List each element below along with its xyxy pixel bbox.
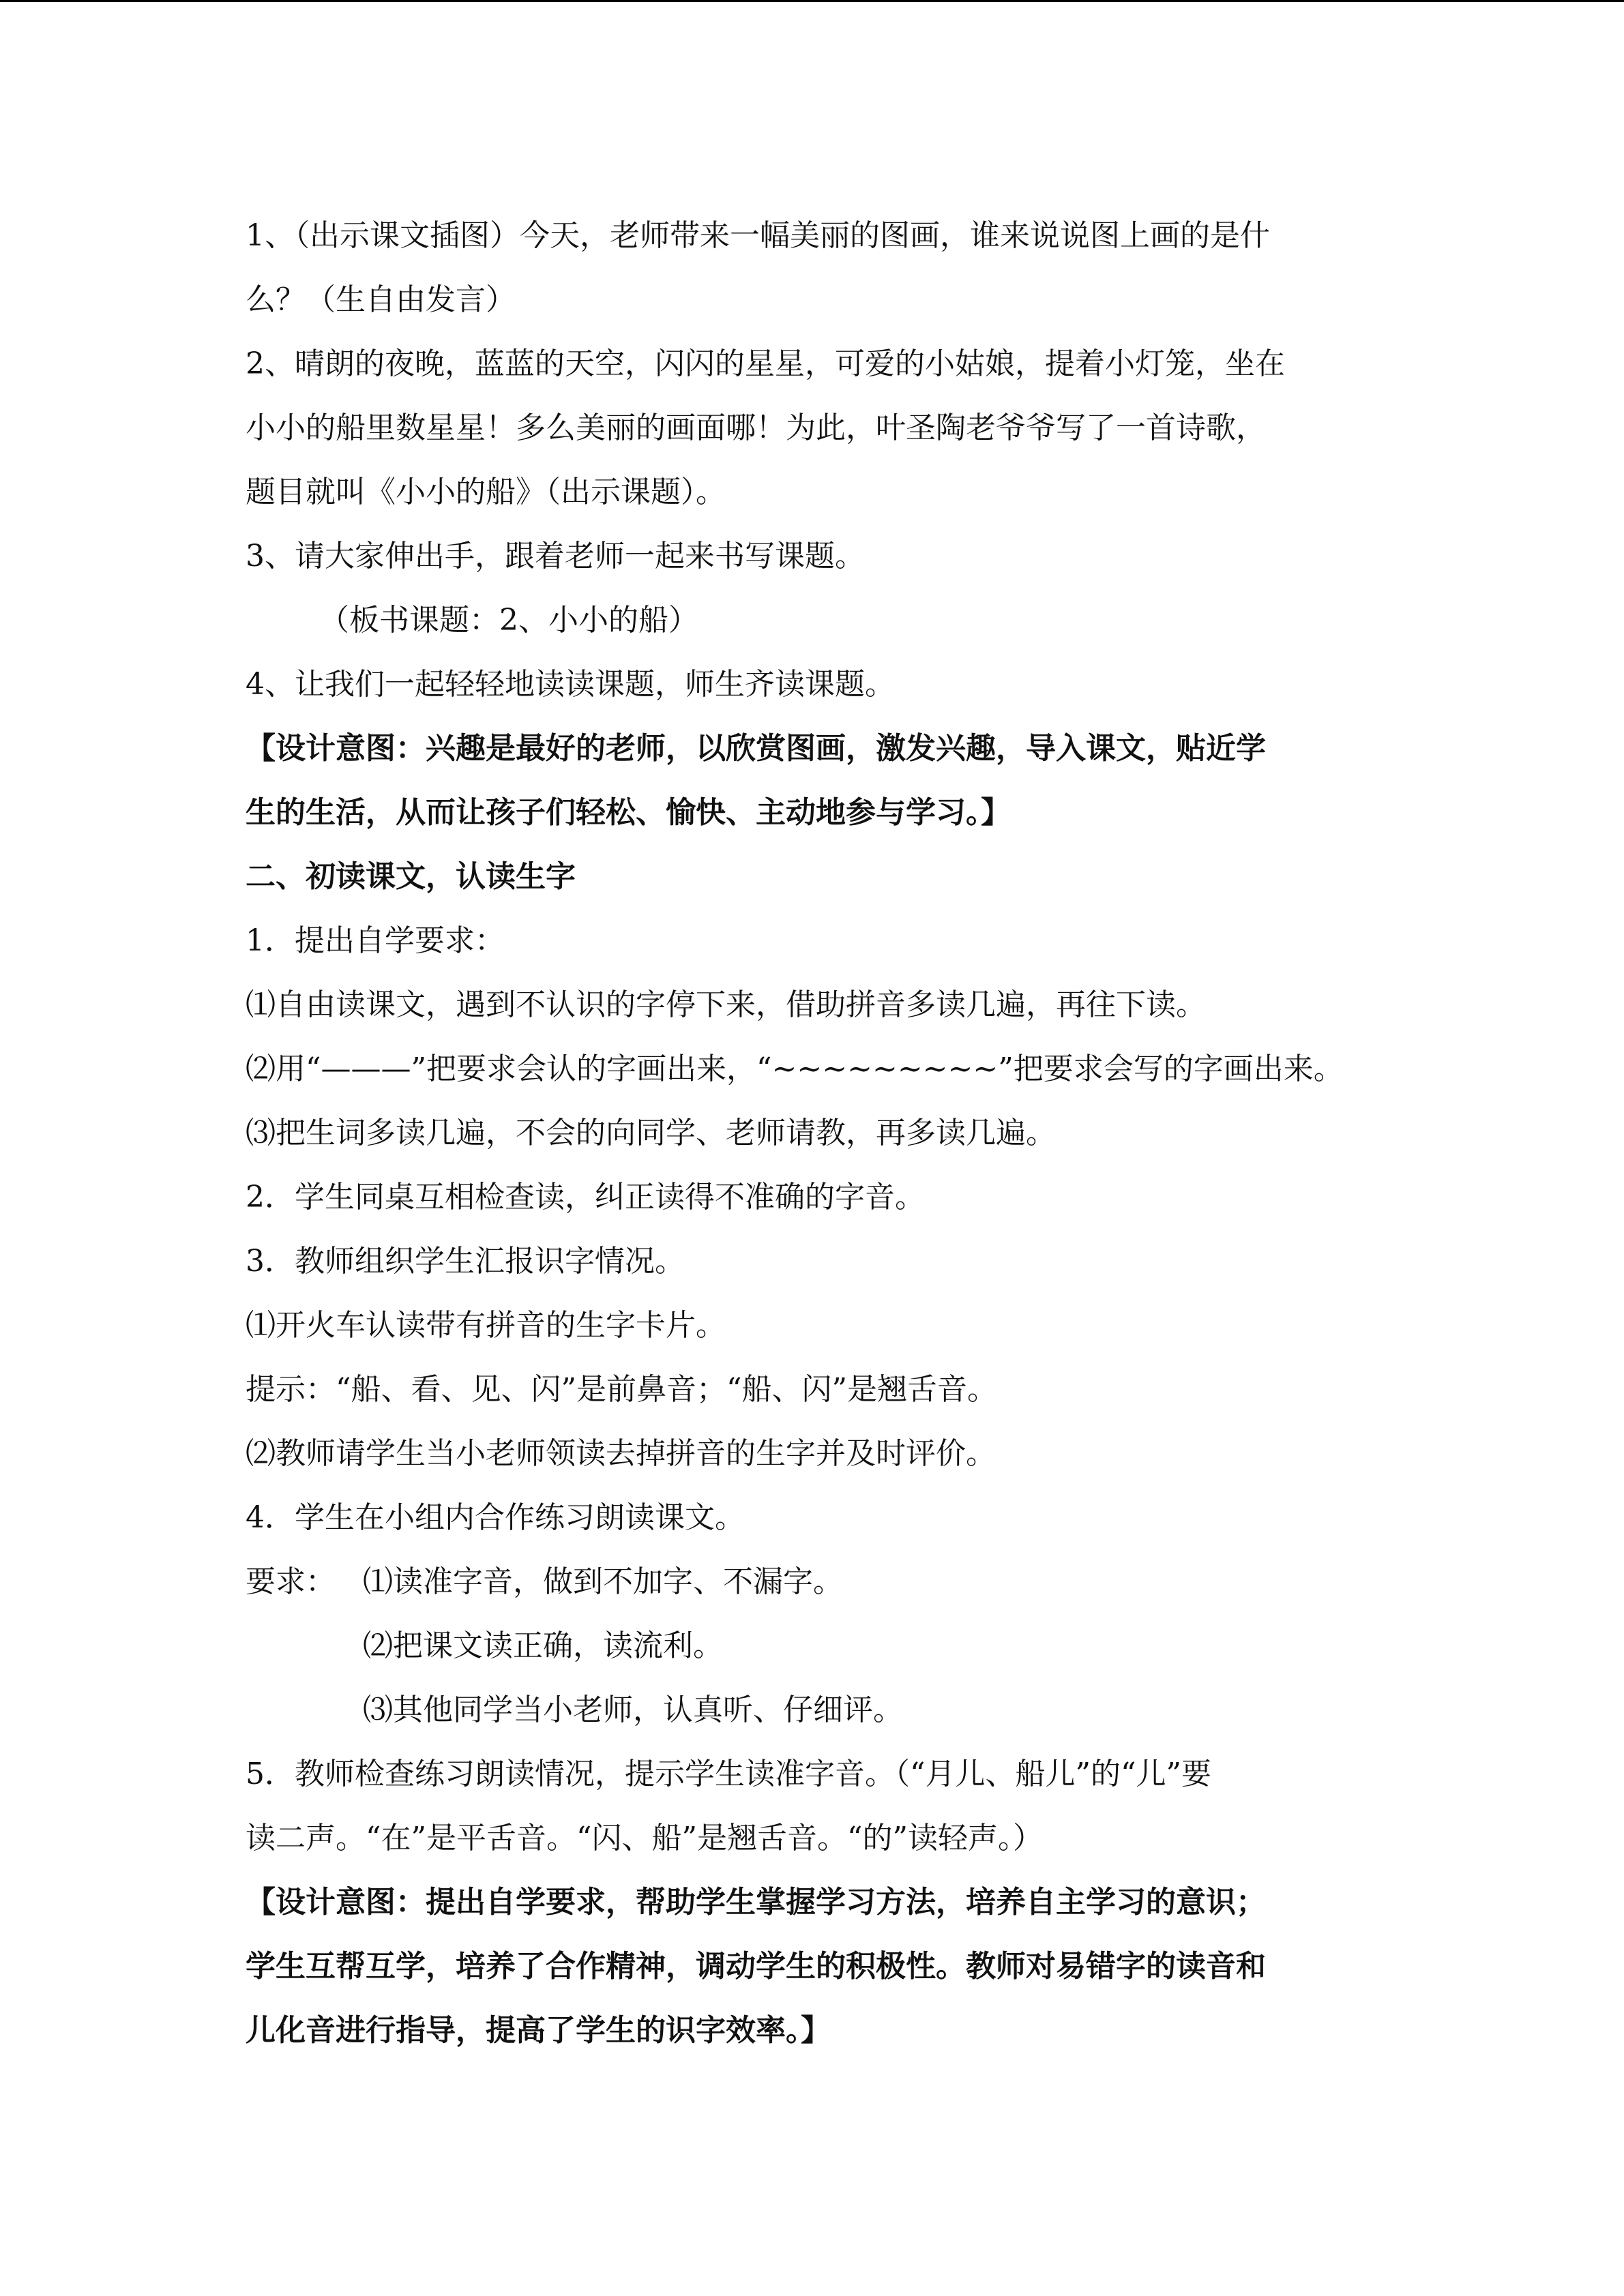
paragraph-line: ⑵教师请学生当小老师领读去掉拼音的生字并及时评价。 bbox=[246, 1436, 996, 1471]
paragraph-line: 题目就叫《小小的船》（出示课题）。 bbox=[246, 475, 726, 509]
design-intent-line: 生的生活，从而让孩子们轻松、愉快、主动地参与学习。】 bbox=[246, 795, 1011, 830]
paragraph-line: 读二声。“在”是平舌音。“闪、船”是翘舌音。“的”读轻声。） bbox=[246, 1821, 1043, 1855]
paragraph-line: 提示：“船、看、见、闪”是前鼻音；“船、闪”是翘舌音。 bbox=[246, 1372, 997, 1407]
design-intent-line: 儿化音进行指导，提高了学生的识字效率。】 bbox=[246, 2013, 831, 2048]
document-body bbox=[246, 204, 1391, 2063]
paragraph-line: ⑴开火车认读带有拼音的生字卡片。 bbox=[246, 1308, 726, 1343]
paragraph-line: 3．教师组织学生汇报识字情况。 bbox=[246, 1244, 685, 1279]
paragraph-line: 4、让我们一起轻轻地读读课题，师生齐读课题。 bbox=[246, 667, 895, 702]
paragraph-line: 2．学生同桌互相检查读，纠正读得不准确的字音。 bbox=[246, 1180, 925, 1214]
board-title-line: （板书课题：2、小小的船） bbox=[319, 603, 698, 638]
paragraph-line: ⑶把生词多读几遍，不会的向同学、老师请教，再多读几遍。 bbox=[246, 1116, 1056, 1150]
paragraph-line: 2、晴朗的夜晚，蓝蓝的天空，闪闪的星星，可爱的小姑娘，提着小灯笼，坐在 bbox=[246, 346, 1285, 381]
design-intent-line: 【设计意图：兴趣是最好的老师，以欣赏图画，激发兴趣，导入课文，贴近学 bbox=[246, 731, 1266, 766]
design-intent-line: 【设计意图：提出自学要求，帮助学生掌握学习方法，培养自主学习的意识； bbox=[246, 1885, 1266, 1920]
requirement-item: ⑵把课文读正确，读流利。 bbox=[363, 1628, 723, 1663]
paragraph-line: 1．提出自学要求： bbox=[246, 923, 505, 958]
requirement-label: 要求： bbox=[246, 1564, 336, 1599]
requirement-item: ⑶其他同学当小老师，认真听、仔细评。 bbox=[363, 1693, 903, 1727]
paragraph-line: 1、（出示课文插图）今天，老师带来一幅美丽的图画，谁来说说图上画的是什 bbox=[246, 218, 1270, 253]
section-heading: 二、初读课文，认读生字 bbox=[246, 859, 576, 894]
paragraph-line: 4．学生在小组内合作练习朗读课文。 bbox=[246, 1500, 745, 1535]
requirement-line bbox=[246, 1550, 1391, 1614]
paragraph-line: 小小的船里数星星！多么美丽的画面哪！为此，叶圣陶老爷爷写了一首诗歌， bbox=[246, 411, 1266, 445]
paragraph-line: ⑵用“———”把要求会认的字画出来，“~~~~~~~~~”把要求会写的字画出来。 bbox=[246, 1052, 1344, 1086]
paragraph-line: 3、请大家伸出手，跟着老师一起来书写课题。 bbox=[246, 539, 865, 573]
requirement-item: ⑴读准字音，做到不加字、不漏字。 bbox=[363, 1564, 843, 1599]
paragraph-line: 么？（生自由发言） bbox=[246, 282, 516, 317]
paragraph-line: 5．教师检查练习朗读情况，提示学生读准字音。（“月儿、船儿”的“儿”要 bbox=[246, 1757, 1211, 1791]
paragraph-line: ⑴自由读课文，遇到不认识的字停下来，借助拼音多读几遍，再往下读。 bbox=[246, 987, 1206, 1022]
design-intent-line: 学生互帮互学，培养了合作精神，调动学生的积极性。教师对易错字的读音和 bbox=[246, 1949, 1266, 1984]
